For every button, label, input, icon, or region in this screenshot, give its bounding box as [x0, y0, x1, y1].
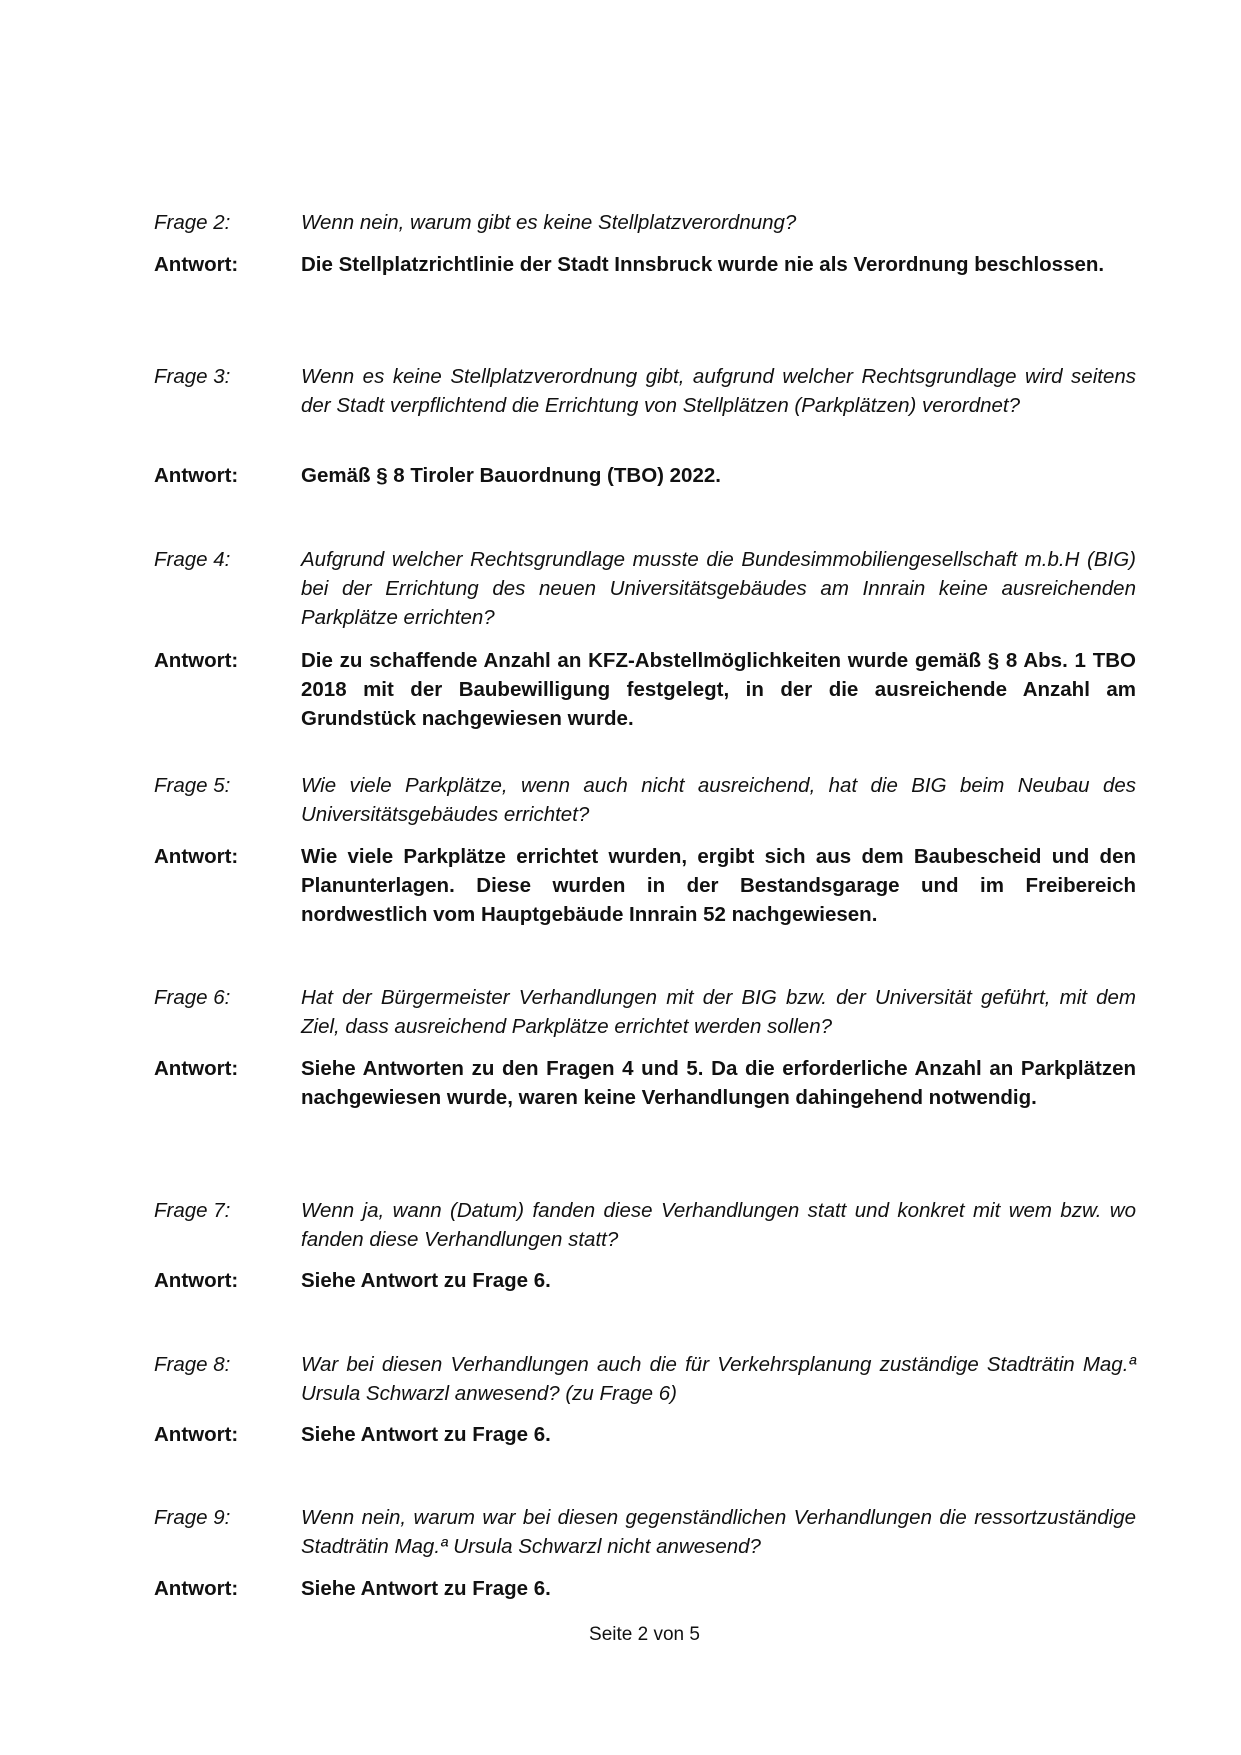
answer-text: Wie viele Parkplätze errichtet wurden, ergibt sich aus dem Baubescheid und den Planunterlagen. Diese wurden in der Bestandsgarage und im Freibereich nordwestlich vom Hauptgebäude Innrain 52 nachgewiesen.: [301, 845, 1136, 926]
answer-text: Siehe Antwort zu Frage 6.: [301, 1269, 551, 1292]
answer-7: [154, 1266, 1136, 1295]
answer-label: Antwort:: [154, 1423, 239, 1446]
question-5: [154, 771, 1136, 829]
question-label: Frage 8:: [154, 1353, 231, 1376]
question-label: Frage 3:: [154, 365, 231, 388]
answer-8: [154, 1420, 1136, 1449]
question-text: Wenn nein, warum gibt es keine Stellplatzverordnung?: [301, 211, 797, 234]
question-6: [154, 983, 1136, 1041]
question-text: War bei diesen Verhandlungen auch die für Verkehrsplanung zuständige Stadträtin Mag.ª Ursula Schwarzl anwesend? (zu Frage 6): [301, 1353, 1136, 1405]
answer-5: [154, 842, 1136, 929]
answer-9: [154, 1574, 1136, 1603]
answer-label: Antwort:: [154, 1057, 239, 1080]
question-label: Frage 9:: [154, 1506, 231, 1529]
question-text: Wenn es keine Stellplatzverordnung gibt, aufgrund welcher Rechtsgrundlage wird seitens der Stadt verpflichtend die Errichtung von Stellplätzen (Parkplätzen) verordnet?: [301, 365, 1136, 417]
question-8: [154, 1350, 1136, 1408]
question-label: Frage 4:: [154, 548, 231, 571]
answer-label: Antwort:: [154, 845, 239, 868]
answer-text: Siehe Antwort zu Frage 6.: [301, 1423, 551, 1446]
answer-label: Antwort:: [154, 253, 239, 276]
answer-2: [154, 250, 1136, 279]
answer-label: Antwort:: [154, 1269, 239, 1292]
question-text: Hat der Bürgermeister Verhandlungen mit der BIG bzw. der Universität geführt, mit dem Ziel, dass ausreichend Parkplätze errichtet werden sollen?: [301, 986, 1136, 1038]
answer-text: Gemäß § 8 Tiroler Bauordnung (TBO) 2022.: [301, 464, 721, 487]
question-text: Wenn nein, warum war bei diesen gegenständlichen Verhandlungen die ressortzuständige Stadträtin Mag.ª Ursula Schwarzl nicht anwesend?: [301, 1506, 1136, 1558]
question-2: [154, 208, 1136, 237]
answer-text: Die Stellplatzrichtlinie der Stadt Innsbruck wurde nie als Verordnung beschlossen.: [301, 253, 1105, 276]
question-text: Wenn ja, wann (Datum) fanden diese Verhandlungen statt und konkret mit wem bzw. wo fanden diese Verhandlungen statt?: [301, 1199, 1136, 1251]
answer-4: [154, 646, 1136, 733]
question-text: Wie viele Parkplätze, wenn auch nicht ausreichend, hat die BIG beim Neubau des Universitätsgebäudes errichtet?: [301, 774, 1136, 826]
question-7: [154, 1196, 1136, 1254]
question-label: Frage 2:: [154, 211, 231, 234]
answer-text: Die zu schaffende Anzahl an KFZ-Abstellmöglichkeiten wurde gemäß § 8 Abs. 1 TBO 2018 mit der Baubewilligung festgelegt, in der die ausreichende Anzahl am Grundstück nachgewiesen wurde.: [301, 649, 1136, 730]
question-text: Aufgrund welcher Rechtsgrundlage musste die Bundesimmobiliengesellschaft m.b.H (BIG) bei der Errichtung des neuen Universitätsgebäudes am Innrain keine ausreichenden Parkplätze errichten?: [301, 548, 1136, 629]
answer-text: Siehe Antwort zu Frage 6.: [301, 1577, 551, 1600]
question-label: Frage 5:: [154, 774, 231, 797]
question-4: [154, 545, 1136, 632]
answer-label: Antwort:: [154, 649, 239, 672]
answer-3: [154, 461, 1136, 490]
answer-6: [154, 1054, 1136, 1112]
answer-label: Antwort:: [154, 1577, 239, 1600]
page-number: Seite 2 von 5: [589, 1624, 700, 1645]
question-label: Frage 6:: [154, 986, 231, 1009]
question-3: [154, 362, 1136, 420]
question-label: Frage 7:: [154, 1199, 231, 1222]
question-9: [154, 1503, 1136, 1561]
answer-text: Siehe Antworten zu den Fragen 4 und 5. Da die erforderliche Anzahl an Parkplätzen nachgewiesen wurde, waren keine Verhandlungen dahingehend notwendig.: [301, 1057, 1136, 1109]
answer-label: Antwort:: [154, 464, 239, 487]
